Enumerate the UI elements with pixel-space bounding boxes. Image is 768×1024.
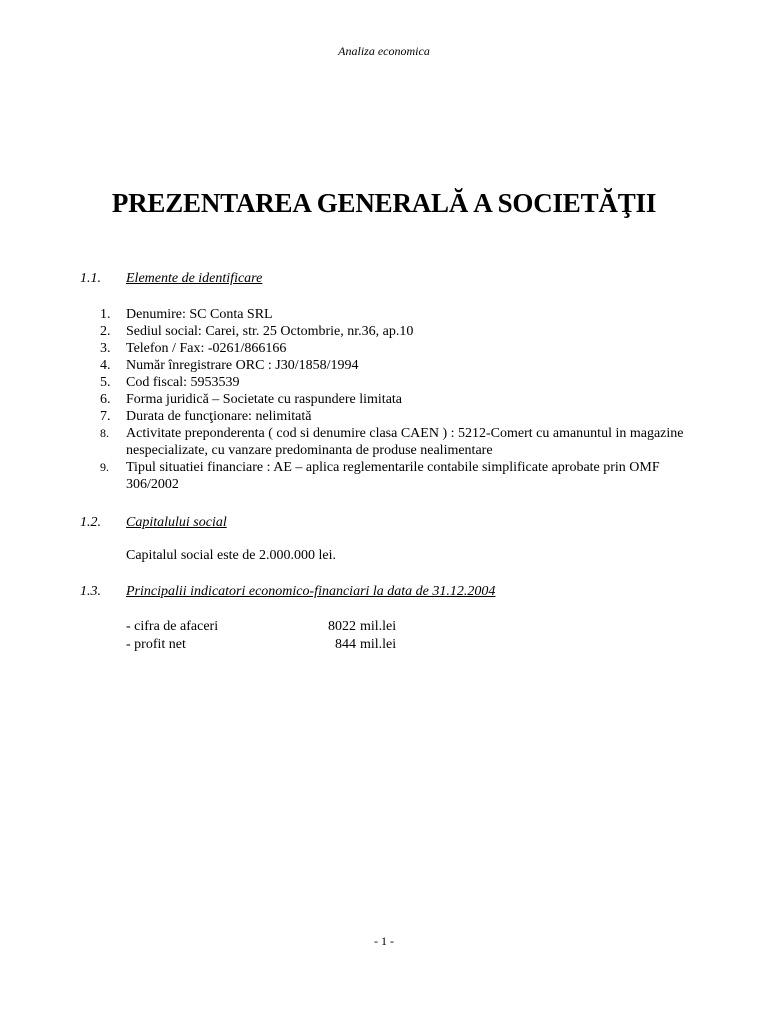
list-item <box>100 391 700 408</box>
capital-paragraph: Capitalul social este de 2.000.000 lei. <box>126 548 336 563</box>
indicator-label: - profit net <box>126 637 186 652</box>
item-text: Număr înregistrare ORC : J30/1858/1994 <box>126 358 359 373</box>
item-number: 3. <box>100 341 111 356</box>
indicator-value: 844 <box>335 637 356 652</box>
indicator-unit: mil.lei <box>360 637 397 652</box>
item-number: 8. <box>100 426 109 440</box>
section-heading-indicators <box>80 584 495 600</box>
running-header: Analiza economica <box>338 44 430 58</box>
list-item <box>100 306 700 323</box>
indicator-label: - cifra de afaceri <box>126 619 219 634</box>
page-number: - 1 - <box>374 934 394 948</box>
item-number: 1. <box>100 307 111 322</box>
section-title: Principalii indicatori economico-financiari la data de 31.12.2004 <box>126 584 496 599</box>
item-text: Telefon / Fax: -0261/866166 <box>126 341 287 356</box>
document-title: PREZENTAREA GENERALĂ A SOCIETĂŢII <box>111 188 657 218</box>
section-number: 1.2. <box>80 515 101 530</box>
indicator-row-net-profit <box>126 636 426 654</box>
item-number: 9. <box>100 460 109 474</box>
item-number: 2. <box>100 324 111 339</box>
list-item <box>100 425 700 459</box>
indicator-row-turnover <box>126 618 426 636</box>
list-item <box>100 374 700 391</box>
indicator-value: 8022 <box>328 619 356 634</box>
list-item <box>100 408 700 425</box>
item-text: Denumire: SC Conta SRL <box>126 307 273 322</box>
section-heading-identification <box>80 271 262 287</box>
item-number: 6. <box>100 392 111 407</box>
list-item <box>100 340 700 357</box>
item-text: Forma juridică – Societate cu raspundere limitata <box>126 392 403 407</box>
section-number: 1.3. <box>80 584 101 599</box>
item-number: 5. <box>100 375 111 390</box>
identification-list <box>100 306 700 493</box>
indicator-unit: mil.lei <box>360 619 397 634</box>
list-item <box>100 323 700 340</box>
list-item <box>100 459 700 493</box>
item-text: Activitate preponderenta ( cod si denumire clasa CAEN ) : 5212-Comert cu amanuntul in magazine nespecializate, cu vanzare predominanta de produse nealimentare <box>126 426 684 458</box>
item-text: Tipul situatiei financiare : AE – aplica reglementarile contabile simplificate aprobate prin OMF 306/2002 <box>126 460 660 492</box>
list-item <box>100 357 700 374</box>
section-number: 1.1. <box>80 271 101 286</box>
section-heading-capital <box>80 515 227 531</box>
item-text: Cod fiscal: 5953539 <box>126 375 240 390</box>
section-title: Elemente de identificare <box>126 271 263 286</box>
item-text: Sediul social: Carei, str. 25 Octombrie, nr.36, ap.10 <box>126 324 414 339</box>
item-number: 4. <box>100 358 111 373</box>
item-number: 7. <box>100 409 111 424</box>
indicators-block <box>126 618 426 654</box>
section-title: Capitalului social <box>126 515 227 530</box>
item-text: Durata de funcţionare: nelimitată <box>126 409 312 424</box>
